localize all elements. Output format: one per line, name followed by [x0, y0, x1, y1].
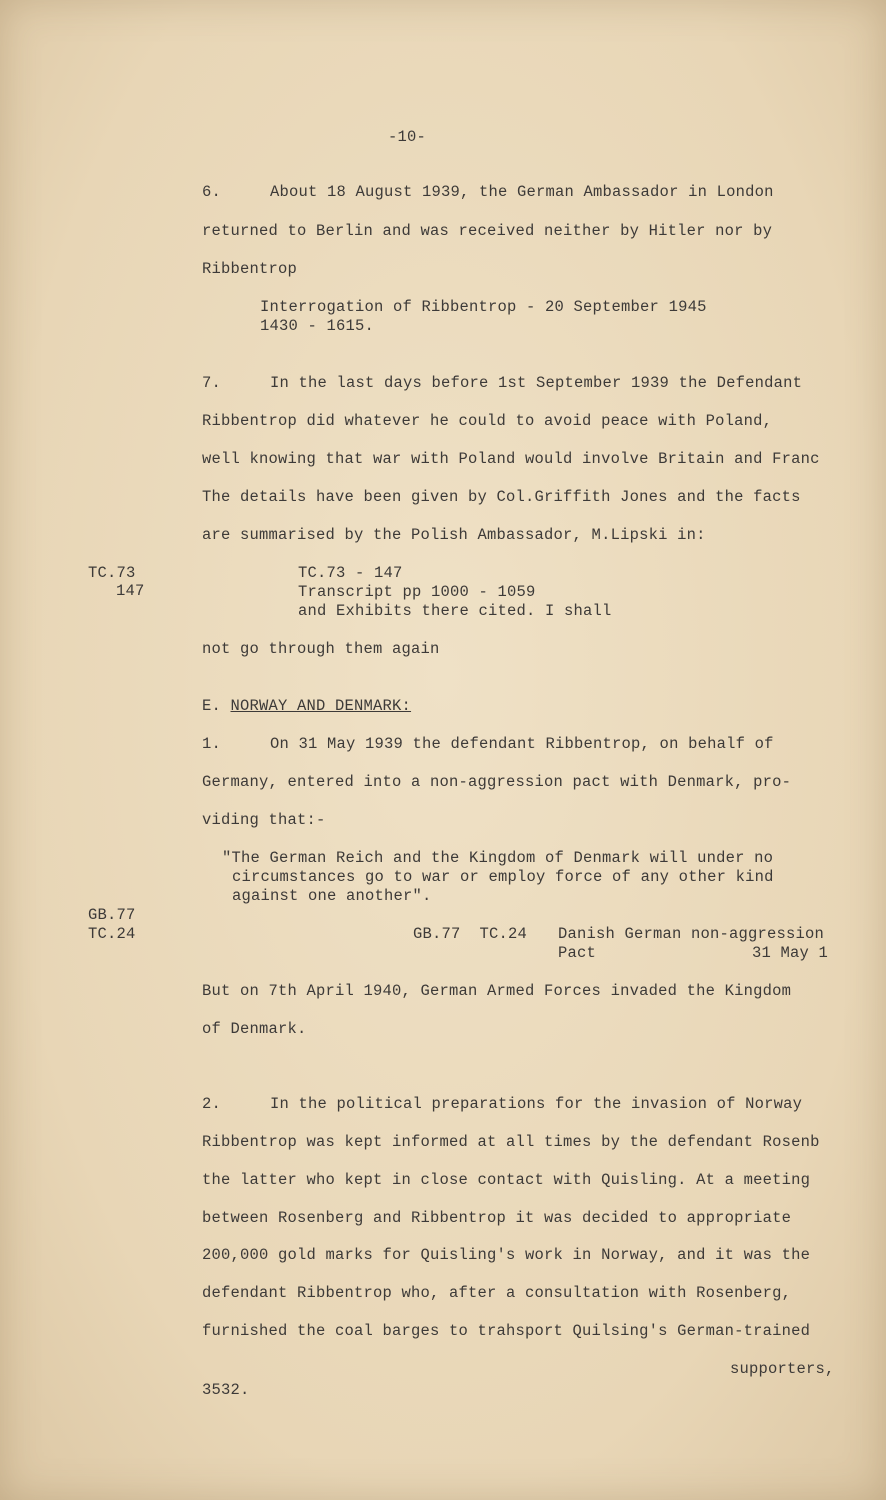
- e1-number: 1.: [202, 735, 222, 753]
- quote-line1: "The German Reich and the Kingdom of Denmark will under no: [222, 849, 774, 867]
- e1-line4: But on 7th April 1940, German Armed Forces invaded the Kingdom: [202, 982, 792, 1000]
- para7-line4: The details have been given by Col.Griffith Jones and the facts: [202, 488, 801, 506]
- para7-line5: are summarised by the Polish Ambassador, M.Lipski in:: [202, 526, 706, 544]
- para6-number: 6.: [202, 183, 222, 201]
- footer-number: 3532.: [202, 1381, 250, 1399]
- e2-line7: furnished the coal barges to trahsport Quilsing's German-trained: [202, 1322, 811, 1340]
- e2-number: 2.: [202, 1095, 222, 1113]
- e1-line3: viding that:-: [202, 811, 326, 829]
- margin-note-147: 147: [116, 582, 145, 600]
- e1-line1: On 31 May 1939 the defendant Ribbentrop, on behalf of: [270, 735, 774, 753]
- section-e-title: NORWAY AND DENMARK:: [230, 697, 412, 715]
- quote-line3: against one another".: [232, 887, 432, 905]
- e2-line3: the latter who kept in close contact with Quisling. At a meeting: [202, 1171, 811, 1189]
- citation-date: 31 May 1: [752, 944, 829, 962]
- para7-citation3: and Exhibits there cited. I shall: [298, 602, 612, 620]
- e1-line2: Germany, entered into a non-aggression pact with Denmark, pro-: [202, 773, 792, 791]
- para7-citation1: TC.73 - 147: [298, 564, 403, 582]
- para7-line2: Ribbentrop did whatever he could to avoid peace with Poland,: [202, 412, 773, 430]
- e1-line5: of Denmark.: [202, 1020, 307, 1038]
- margin-note-gb77: GB.77: [88, 906, 136, 924]
- para6-line3: Ribbentrop: [202, 260, 298, 278]
- para6-citation1: Interrogation of Ribbentrop - 20 September 1945: [260, 298, 707, 316]
- para7-line3: well knowing that war with Poland would involve Britain and Franc: [202, 450, 820, 468]
- citation-refs: GB.77 TC.24: [413, 925, 528, 943]
- para6-line2: returned to Berlin and was received neither by Hitler nor by: [202, 222, 773, 240]
- e2-line1: In the political preparations for the invasion of Norway: [270, 1095, 803, 1113]
- para7-line6: not go through them again: [202, 640, 440, 658]
- section-e-prefix: E.: [202, 697, 231, 715]
- para7-number: 7.: [202, 374, 222, 392]
- para7-citation2: Transcript pp 1000 - 1059: [298, 583, 536, 601]
- citation-title2: Pact: [558, 944, 597, 962]
- page-number: -10-: [388, 128, 427, 146]
- e2-line6: defendant Ribbentrop who, after a consultation with Rosenberg,: [202, 1284, 792, 1302]
- section-e-heading: [202, 697, 411, 716]
- citation-title1: Danish German non-aggression: [558, 925, 825, 943]
- quote-line2: circumstances go to war or employ force of any other kind: [232, 868, 774, 886]
- margin-note-tc24: TC.24: [88, 925, 136, 943]
- catchword: supporters,: [730, 1360, 835, 1378]
- e2-line5: 200,000 gold marks for Quisling's work in Norway, and it was the: [202, 1246, 811, 1264]
- margin-note-tc73: TC.73: [88, 564, 136, 582]
- para6-line1: About 18 August 1939, the German Ambassador in London: [270, 183, 774, 201]
- e2-line2: Ribbentrop was kept informed at all times by the defendant Rosenb: [202, 1133, 820, 1151]
- e2-line4: between Rosenberg and Ribbentrop it was decided to appropriate: [202, 1209, 792, 1227]
- para6-citation2: 1430 - 1615.: [260, 317, 375, 335]
- para7-line1: In the last days before 1st September 1939 the Defendant: [270, 374, 803, 392]
